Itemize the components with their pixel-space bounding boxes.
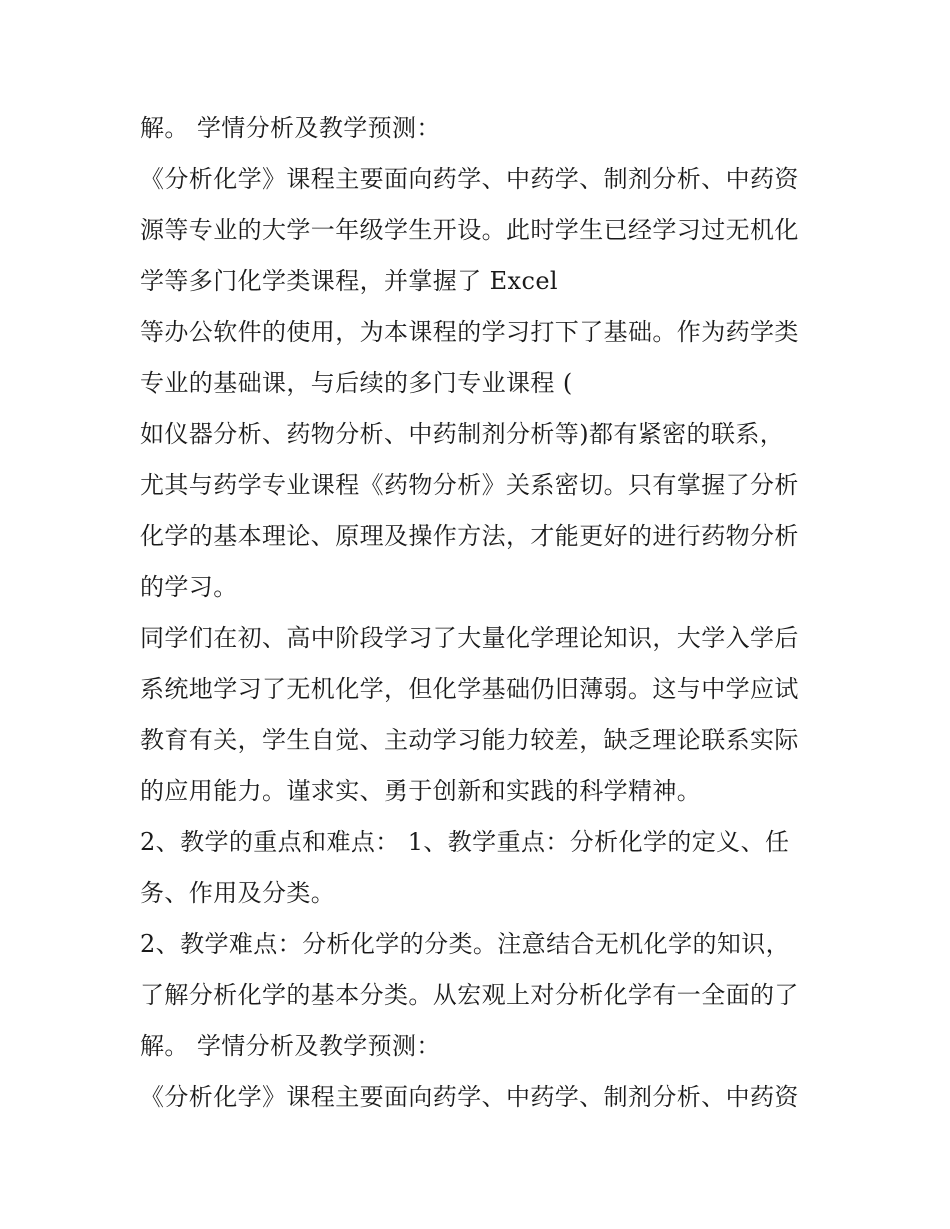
text-line: 《分析化学》课程主要面向药学、中药学、制剂分析、中药资 <box>140 1083 799 1111</box>
text-line: 系统地学习了无机化学，但化学基础仍旧薄弱。这与中学应试 <box>140 675 799 703</box>
text-line: 尤其与药学专业课程《药物分析》关系密切。只有掌握了分析 <box>140 471 799 499</box>
text-line: 源等专业的大学一年级学生开设。此时学生已经学习过无机化 <box>140 216 799 244</box>
text-line: 《分析化学》课程主要面向药学、中药学、制剂分析、中药资 <box>140 165 799 193</box>
text-line: 2、教学难点：分析化学的分类。注意结合无机化学的知识， <box>140 930 791 958</box>
text-line: 教育有关，学生自觉、主动学习能力较差，缺乏理论联系实际 <box>140 726 799 754</box>
text-line: 如仪器分析、药物分析、中药制剂分析等)都有紧密的联系， <box>140 420 785 448</box>
text-line: 解。 学情分析及教学预测： <box>140 1032 441 1060</box>
text-line: 化学的基本理论、原理及操作方法，才能更好的进行药物分析 <box>140 522 799 550</box>
text-line: 的应用能力。谨求实、勇于创新和实践的科学精神。 <box>140 777 702 805</box>
text-line: 了解分析化学的基本分类。从宏观上对分析化学有一全面的了 <box>140 981 799 1009</box>
text-line: 的学习。 <box>140 573 238 601</box>
text-line: 务、作用及分类。 <box>140 879 336 907</box>
document-page <box>140 103 830 1123</box>
text-line: 等办公软件的使用，为本课程的学习打下了基础。作为药学类 <box>140 318 799 346</box>
text-line: 学等多门化学类课程，并掌握了 Excel <box>140 267 559 295</box>
text-line: 专业的基础课，与后续的多门专业课程 ( <box>140 369 573 397</box>
text-line: 同学们在初、高中阶段学习了大量化学理论知识，大学入学后 <box>140 624 799 652</box>
text-line: 2、教学的重点和难点： 1、教学重点：分析化学的定义、任 <box>140 828 790 856</box>
text-line: 解。 学情分析及教学预测： <box>140 114 441 142</box>
